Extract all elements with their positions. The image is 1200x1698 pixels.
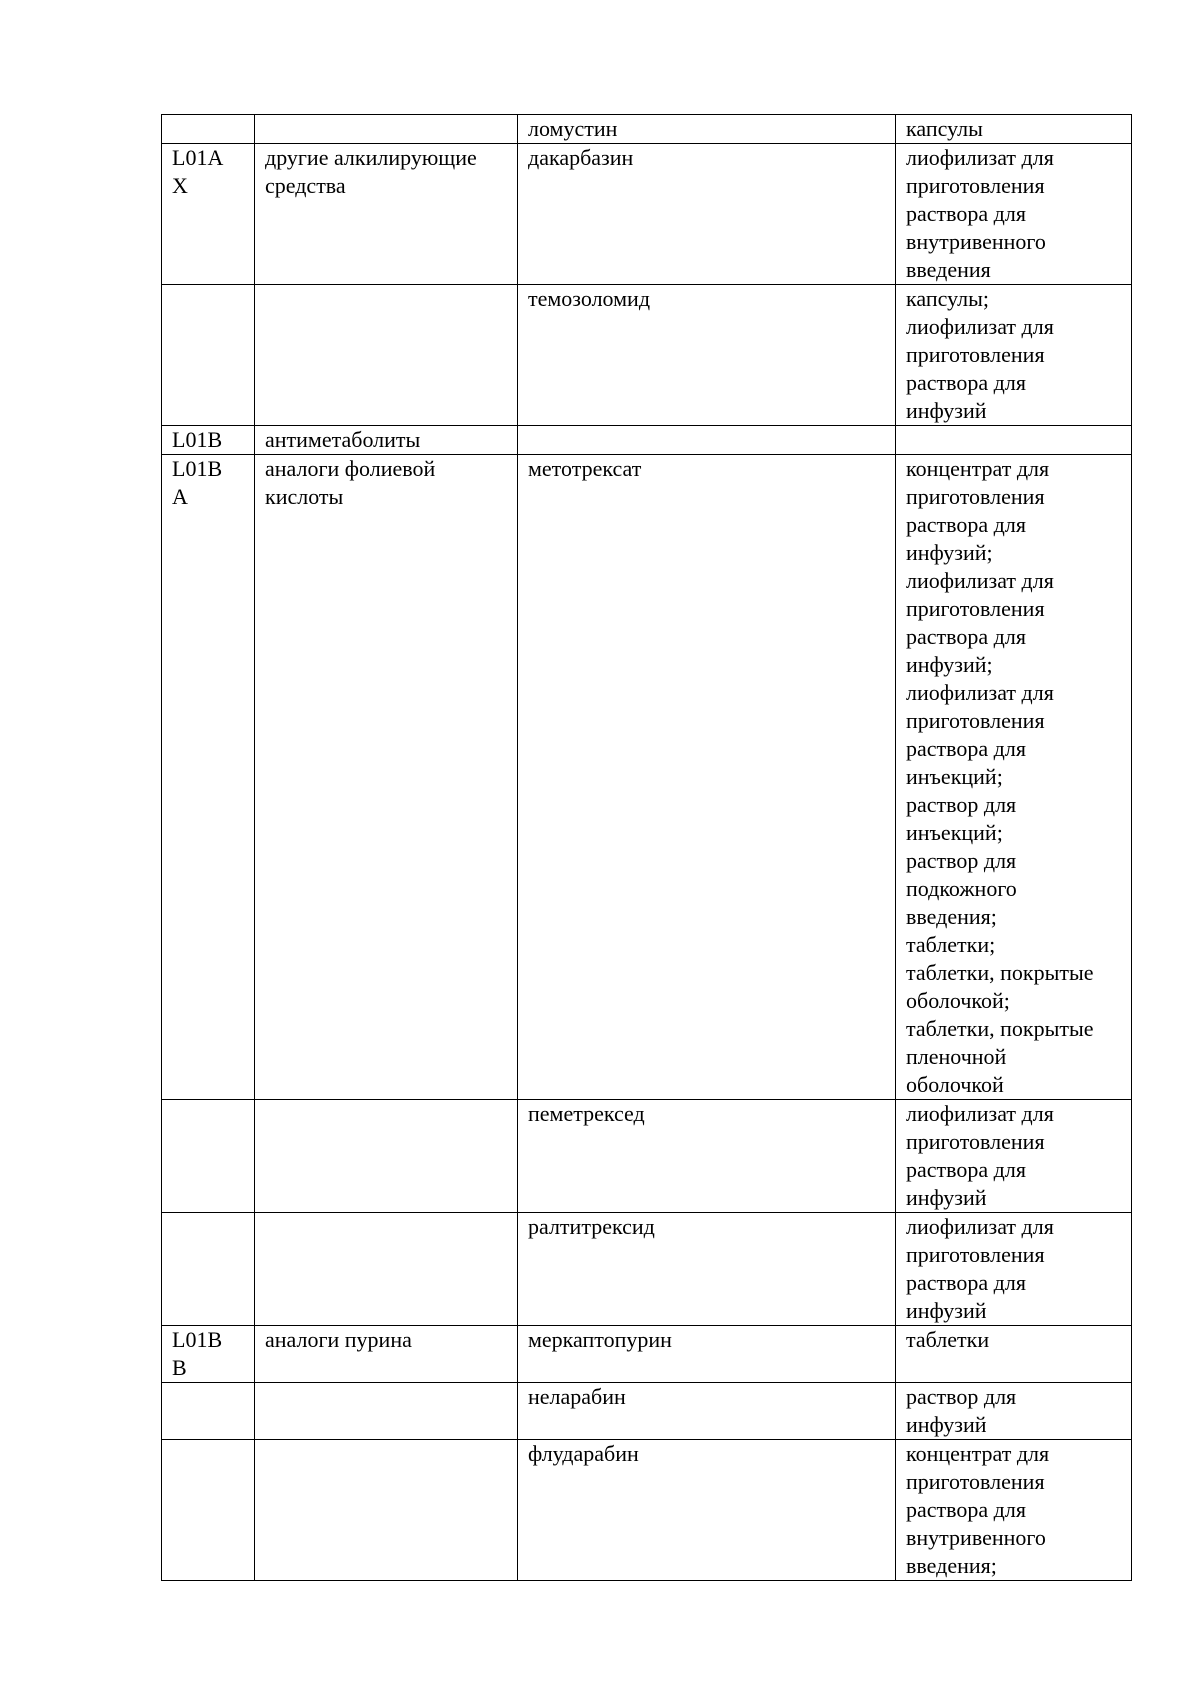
atc-code-cell (162, 1100, 255, 1213)
atc-code-cell (162, 285, 255, 426)
dosage-form-cell: капсулы; лиофилизат для приготовления раствора для инфузий (896, 285, 1132, 426)
atc-code-cell (162, 115, 255, 144)
group-cell (255, 1440, 518, 1581)
dosage-form-cell: таблетки (896, 1326, 1132, 1383)
drug-name-cell (518, 426, 896, 455)
dosage-form-cell: концентрат для приготовления раствора для внутривенного введения; (896, 1440, 1132, 1581)
table-row (162, 115, 1132, 144)
drug-table-body (162, 115, 1132, 1581)
group-cell: аналоги фолиевой кислоты (255, 455, 518, 1100)
atc-code-cell: L01B A (162, 455, 255, 1100)
table-row (162, 1100, 1132, 1213)
group-cell (255, 285, 518, 426)
drug-table (161, 114, 1132, 1581)
table-row (162, 1326, 1132, 1383)
dosage-form-cell: лиофилизат для приготовления раствора для внутривенного введения (896, 144, 1132, 285)
group-cell: другие алкилирующие средства (255, 144, 518, 285)
dosage-form-cell: лиофилизат для приготовления раствора для инфузий (896, 1100, 1132, 1213)
dosage-form-cell: раствор для инфузий (896, 1383, 1132, 1440)
group-cell (255, 1383, 518, 1440)
group-cell (255, 1100, 518, 1213)
atc-code-cell: L01A X (162, 144, 255, 285)
table-row (162, 144, 1132, 285)
drug-name-cell: меркаптопурин (518, 1326, 896, 1383)
table-row (162, 1440, 1132, 1581)
table-row (162, 1383, 1132, 1440)
drug-name-cell: флударабин (518, 1440, 896, 1581)
dosage-form-cell: концентрат для приготовления раствора для инфузий; лиофилизат для приготовления раствора для инфузий; лиофилизат для приготовления раствора для инъекций; раствор для инъекций; раствор для подкожного введения; таблетки; таблетки, покрытые оболочкой; таблетки, покрытые пленочной оболочкой (896, 455, 1132, 1100)
table-row (162, 1213, 1132, 1326)
table-row (162, 455, 1132, 1100)
drug-name-cell: ралтитрексид (518, 1213, 896, 1326)
atc-code-cell (162, 1440, 255, 1581)
atc-code-cell: L01B (162, 426, 255, 455)
atc-code-cell (162, 1383, 255, 1440)
drug-name-cell: пеметрексед (518, 1100, 896, 1213)
table-row (162, 426, 1132, 455)
drug-name-cell: метотрексат (518, 455, 896, 1100)
group-cell: аналоги пурина (255, 1326, 518, 1383)
group-cell (255, 115, 518, 144)
group-cell: антиметаболиты (255, 426, 518, 455)
drug-name-cell: неларабин (518, 1383, 896, 1440)
drug-name-cell: темозоломид (518, 285, 896, 426)
group-cell (255, 1213, 518, 1326)
dosage-form-cell: капсулы (896, 115, 1132, 144)
dosage-form-cell (896, 426, 1132, 455)
atc-code-cell (162, 1213, 255, 1326)
drug-name-cell: дакарбазин (518, 144, 896, 285)
dosage-form-cell: лиофилизат для приготовления раствора для инфузий (896, 1213, 1132, 1326)
atc-code-cell: L01B B (162, 1326, 255, 1383)
drug-name-cell: ломустин (518, 115, 896, 144)
table-row (162, 285, 1132, 426)
